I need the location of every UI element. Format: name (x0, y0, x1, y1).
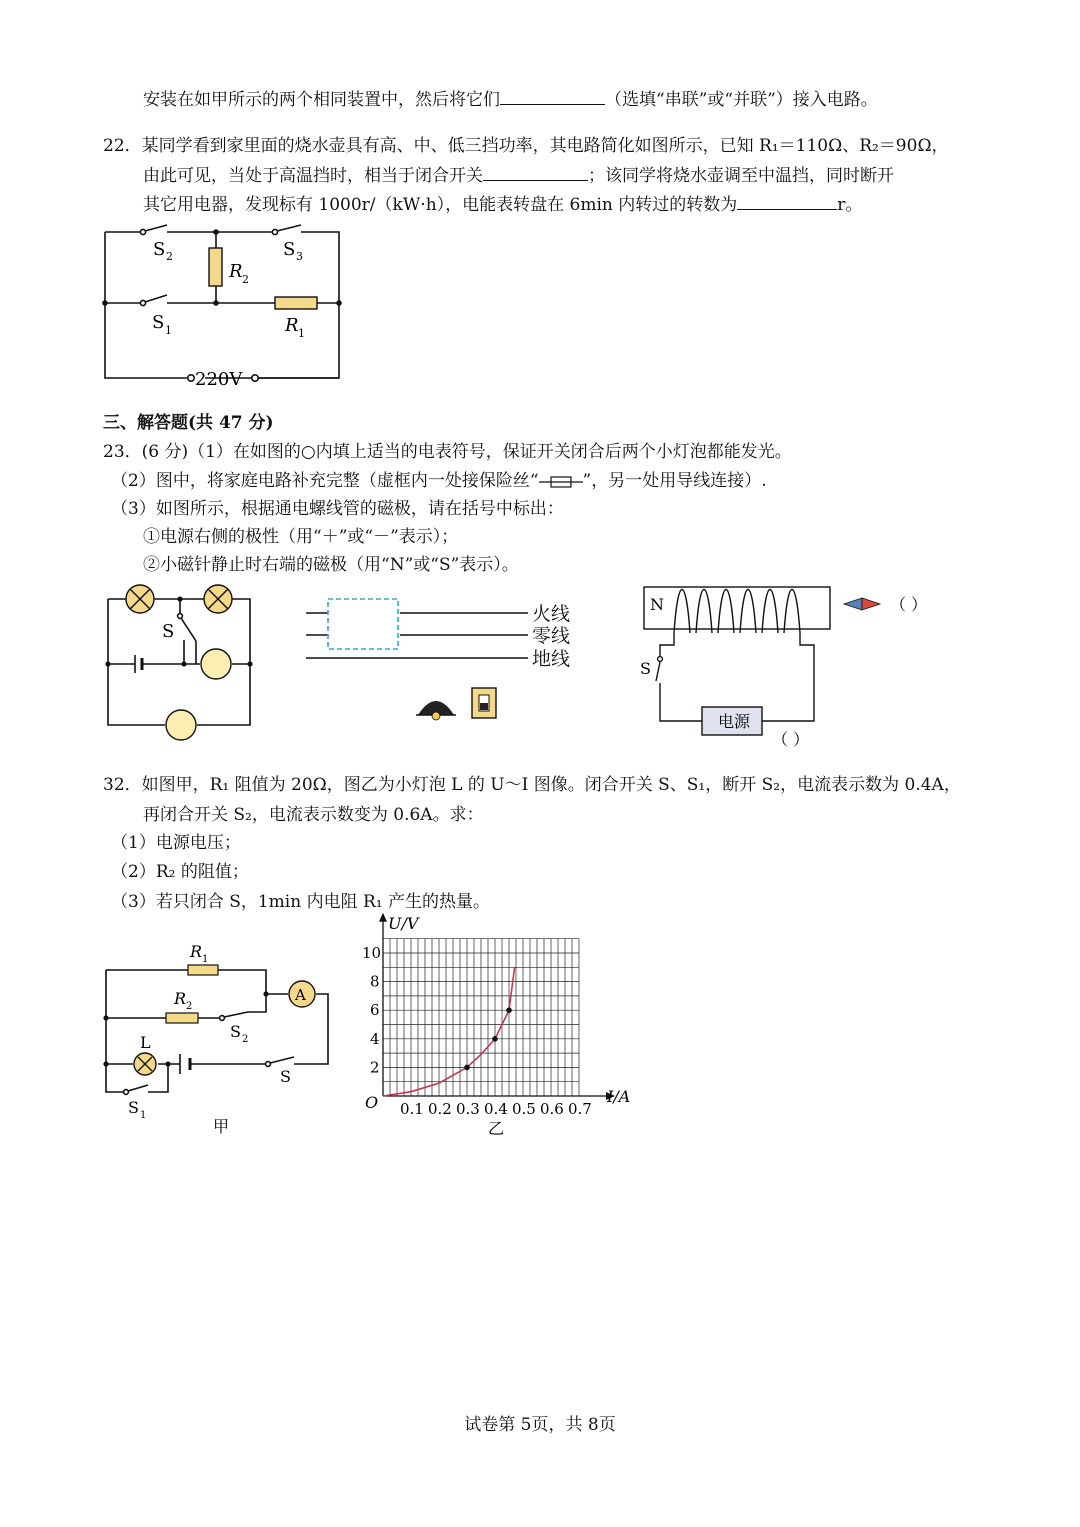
wall-switch-icon (472, 688, 496, 718)
x-tick-label: 0.2 (428, 1100, 452, 1118)
x-tick-label: 0.5 (512, 1100, 536, 1118)
q23-fig1-circuit (100, 585, 260, 745)
y-tick-label: 2 (370, 1058, 380, 1077)
fig3-switch-label: S (640, 659, 651, 678)
source-answer-parens[interactable]: （ ） (772, 730, 810, 749)
r1-label-jia: R (190, 942, 203, 961)
y-axis-arrow (379, 913, 387, 922)
r2-label-jia: R (174, 989, 187, 1008)
lamp-icon (416, 701, 456, 720)
q23-fig2-household-circuit (300, 595, 590, 725)
q21-text-b: （选填“串联”或“并联”）接入电路。 (605, 90, 878, 110)
section3-title: 三、解答题(共 47 分) (103, 413, 274, 433)
q21-text-a: 安装在如甲所示的两个相同装置中，然后将它们 (143, 90, 500, 110)
lamp-left (126, 585, 154, 613)
q32-line1: 32．如图甲，R₁ 阻值为 20Ω，图乙为小灯泡 L 的 U～I 图像。闭合开关 S、S₁，断开 S₂，电流表示数为 0.4A， (103, 775, 961, 795)
s1-label-jia: S (128, 1098, 139, 1117)
magnetic-needle-icon (844, 598, 880, 610)
x-tick-label: 0.4 (484, 1100, 508, 1118)
q23-fig3-solenoid (640, 585, 960, 750)
x-tick-label: 0.7 (568, 1100, 592, 1118)
fire-wire-label: 火线 (532, 603, 571, 625)
q32-ui-chart (355, 912, 645, 1142)
page-footer: 试卷第 5页，共 8页 (464, 1415, 616, 1435)
y-tick-label: 6 (370, 1001, 380, 1020)
s-label-jia: S (280, 1067, 291, 1086)
q22-line3-a: 其它用电器，发现标有 1000r/（kW·h），电能表转盘在 6min 内转过的转数为 (143, 195, 738, 215)
chart-ylabel: U/V (388, 914, 419, 933)
q23-line2-a: （2）图中，将家庭电路补充完整（虚框内一处接保险丝“ (111, 471, 539, 491)
r1-resistor (275, 297, 317, 309)
q32-sub1: （1）电源电压； (111, 833, 241, 853)
chart-data-point (506, 1007, 512, 1013)
voltage-label: 220V (195, 369, 243, 390)
q23-line3: （3）如图所示，根据通电螺线管的磁极，请在括号中标出： (111, 499, 564, 519)
s1-label: S (152, 312, 165, 333)
ground-wire-label: 地线 (532, 648, 571, 670)
s3-label: S (283, 239, 296, 260)
chart-data-point (464, 1065, 470, 1071)
x-tick-label: 0.1 (400, 1100, 424, 1118)
y-tick-label: 8 (370, 972, 380, 991)
r2-resistor-jia (166, 1013, 198, 1023)
r2-sub-jia: 2 (186, 1001, 193, 1012)
r2-resistor (209, 248, 222, 286)
r1-sub-jia: 1 (202, 954, 209, 965)
ammeter-label: A (295, 986, 306, 1004)
q32-circuit-jia (98, 940, 338, 1140)
fuse-icon (539, 474, 583, 490)
q21-line (143, 86, 878, 112)
chart-data-point (492, 1036, 498, 1042)
q22-line2-b: ；该同学将烧水壶调至中温挡，同时断开 (588, 166, 894, 186)
s1-sub-jia: 1 (140, 1110, 147, 1121)
y-tick-label: 10 (362, 944, 382, 962)
q22-line3-b: r。 (837, 195, 863, 215)
q22-turns-blank[interactable] (737, 191, 837, 210)
fig1-switch-label: S (162, 621, 175, 642)
s2-label-jia: S (230, 1022, 241, 1041)
s2-sub-jia: 2 (242, 1034, 249, 1045)
meter-circle-right[interactable] (201, 649, 231, 679)
q23-line4: ①电源右侧的极性（用“＋”或“－”表示）； (143, 527, 459, 547)
power-source-label: 电源 (718, 712, 751, 731)
fuse-dashed-box[interactable] (328, 599, 398, 649)
lamp-label-jia: L (140, 1033, 151, 1052)
y-tick-label: 4 (370, 1029, 380, 1048)
neutral-wire-label: 零线 (532, 625, 571, 647)
lamp-l-jia (134, 1053, 156, 1075)
chart-axes (379, 913, 615, 1100)
r2-label: R (229, 261, 243, 282)
chart-ticks (362, 944, 592, 1118)
q22-switch-blank[interactable] (483, 162, 588, 181)
q32-sub3: （3）若只闭合 S，1min 内电阻 R₁ 产生的热量。 (111, 892, 491, 912)
r1-resistor-jia (188, 965, 218, 975)
s2-sub: 2 (166, 250, 173, 263)
needle-answer-parens[interactable]: （ ） (890, 595, 928, 614)
caption-jia: 甲 (213, 1117, 230, 1136)
s2-label: S (153, 239, 166, 260)
q22-line3 (143, 191, 862, 217)
q22-line1: 22．某同学看到家里面的烧水壶具有高、中、低三挡功率，其电路简化如图所示，已知 R₁＝110Ω、R₂＝90Ω， (103, 136, 949, 156)
q21-answer-blank[interactable] (500, 86, 605, 105)
q23-line2 (111, 469, 767, 493)
q22-line2-a: 由此可见，当处于高温挡时，相当于闭合开关 (143, 166, 483, 186)
chart-origin: O (365, 1093, 379, 1112)
q23-line5: ②小磁针静止时右端的磁极（用“N”或“S”表示）。 (143, 555, 519, 575)
q23-line1: 23．(6 分)（1）在如图的○内填上适当的电表符号，保证开关闭合后两个小灯泡都能发光。 (103, 442, 792, 462)
q32-sub2: （2）R₂ 的阻值； (111, 862, 249, 882)
q32-line2: 再闭合开关 S₂，电流表示数变为 0.6A。求： (143, 805, 484, 825)
s3-sub: 3 (296, 250, 303, 263)
r1-label: R (285, 315, 299, 336)
x-tick-label: 0.6 (540, 1100, 564, 1118)
caption-yi: 乙 (488, 1119, 505, 1138)
chart-xlabel: I/A (607, 1087, 631, 1106)
q23-line2-b: ”，另一处用导线连接）. (582, 471, 767, 491)
meter-circle-bottom[interactable] (166, 710, 196, 740)
r2-sub: 2 (242, 273, 249, 286)
chart-grid (383, 939, 579, 1096)
lamp-right (204, 585, 232, 613)
solenoid-core (644, 587, 830, 629)
solenoid-pole-label: N (650, 595, 664, 614)
s1-sub: 1 (165, 324, 172, 337)
x-tick-label: 0.3 (456, 1100, 480, 1118)
q22-circuit-diagram (95, 222, 355, 390)
q22-line2 (143, 162, 894, 188)
r1-sub: 1 (298, 327, 305, 340)
